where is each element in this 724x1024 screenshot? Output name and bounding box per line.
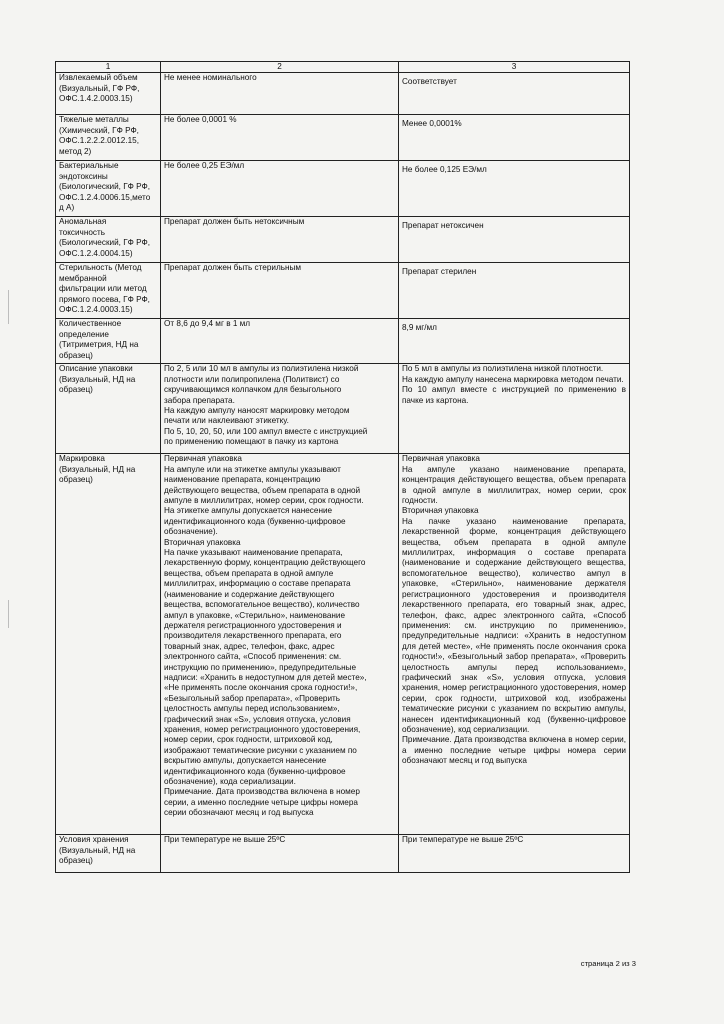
table-row xyxy=(56,835,630,873)
page-number: страница 2 из 3 xyxy=(580,959,636,968)
param-cell: Аномальная токсичность (Биологический, ГФ РФ, ОФС.1.2.4.0004.15) xyxy=(56,217,161,263)
scan-artifact-line xyxy=(8,290,9,324)
column-number-2: 2 xyxy=(161,62,399,73)
result-cell: Менее 0,0001% xyxy=(399,115,630,161)
result-cell: Не более 0,125 ЕЭ/мл xyxy=(399,161,630,217)
table-row xyxy=(56,263,630,319)
norm-cell: От 8,6 до 9,4 мг в 1 мл xyxy=(161,319,399,364)
param-cell: Количественное определение (Титриметрия, НД на образец) xyxy=(56,319,161,364)
table-row xyxy=(56,364,630,454)
scan-artifact-line xyxy=(8,600,9,628)
column-number-3: 3 xyxy=(399,62,630,73)
result-cell: Препарат нетоксичен xyxy=(399,217,630,263)
param-cell: Стерильность (Метод мембранной фильтрации или метод прямого посева, ГФ РФ, ОФС.1.2.4.0003.15) xyxy=(56,263,161,319)
result-cell: При температуре не выше 25ºС xyxy=(399,835,630,873)
param-cell: Описание упаковки (Визуальный, НД на образец) xyxy=(56,364,161,454)
column-number-1: 1 xyxy=(56,62,161,73)
norm-cell: Не менее номинального xyxy=(161,73,399,115)
table-row xyxy=(56,454,630,835)
table-header-row xyxy=(56,62,630,73)
param-cell: Маркировка (Визуальный, НД на образец) xyxy=(56,454,161,835)
result-cell: 8,9 мг/мл xyxy=(399,319,630,364)
result-cell: Соответствует xyxy=(399,73,630,115)
table-row xyxy=(56,319,630,364)
norm-cell: Препарат должен быть стерильным xyxy=(161,263,399,319)
param-cell: Тяжелые металлы (Химический, ГФ РФ, ОФС.1.2.2.2.0012.15, метод 2) xyxy=(56,115,161,161)
specification-table xyxy=(55,61,630,873)
table-row xyxy=(56,115,630,161)
param-cell: Условия хранения (Визуальный, НД на образец) xyxy=(56,835,161,873)
param-cell: Извлекаемый объем (Визуальный, ГФ РФ, ОФС.1.4.2.0003.15) xyxy=(56,73,161,115)
table-row xyxy=(56,217,630,263)
result-cell: По 5 мл в ампулы из полиэтилена низкой плотности. На каждую ампулу нанесена маркировка методом печати. По 10 ампул вместе с инструкцией по применению в пачке из картона. xyxy=(399,364,630,454)
table-row xyxy=(56,73,630,115)
norm-cell: Не более 0,25 ЕЭ/мл xyxy=(161,161,399,217)
table-row xyxy=(56,161,630,217)
param-cell: Бактериальные эндотоксины (Биологический, ГФ РФ, ОФС.1.2.4.0006.15,мето д А) xyxy=(56,161,161,217)
norm-cell: Препарат должен быть нетоксичным xyxy=(161,217,399,263)
norm-cell: По 2, 5 или 10 мл в ампулы из полиэтилена низкой плотности или полипропилена (Политвист) со скручивающимся колпачком для безыгольного забора препарата. На каждую ампулу наносят маркировку методом печати или наклеивают этикетку. По 5, 10, 20, 50, или 100 ампул вместе с инструкцией по применению помещают в пачку из картона xyxy=(161,364,399,454)
result-cell: Первичная упаковка На ампуле указано наименование препарата, концентрация действующего вещества, объем препарата в одной ампуле в миллилитрах, номер серии, срок годности. Вторичная упаковка На пачке указано наименование препарата, лекарственной форме, концентрация действующего вещества, объем препарата в одной ампуле миллилитрах, информация о составе препарата (наименование и содержание действующего вещества, вспомогательное вещество), количество ампул в упаковке, «Стерильно», наименование держателя регистрационного удостоверения и производителя лекарственного препарата, его товарный знак, адрес, телефон, факс, адрес электронного сайта, «Способ применения: см. инструкцию по применению», предупредительные надписи: «Хранить в недоступном для детей месте», «Не применять после окончания срока годности!», «Безыгольный забор препарата», «Проверить целостность ампулы перед использованием», графический знак «S», условия отпуска, условия хранения, номер регистрационного удостоверения, номер серии, срок годности, штриховой код, изображены тематические рисунки с указанием по вскрытию ампулы, нанесен идентификационный код (буквенно-цифровое обозначение), код сериализации. Примечание. Дата производства включена в номер серии, а именно последние четыре цифры номера серии обозначают месяц и год выпуска xyxy=(399,454,630,835)
norm-cell: Не более 0,0001 % xyxy=(161,115,399,161)
norm-cell: При температуре не выше 25ºС xyxy=(161,835,399,873)
result-cell: Препарат стерилен xyxy=(399,263,630,319)
norm-cell: Первичная упаковка На ампуле или на этикетке ампулы указывают наименование препарата, концентрацию действующего вещества, объем препарата в одной ампуле в миллилитрах, номер серии, срок годности. На этикетке ампулы допускается нанесение идентификационного кода (буквенно-цифровое обозначение). Вторичная упаковка На пачке указывают наименование препарата, лекарственную форму, концентрацию действующего вещества, объем препарата в одной ампуле миллилитрах, информацию о составе препарата (наименование и содержание действующего вещества, вспомогательное вещество), количество ампул в упаковке, «Стерильно», наименование держателя регистрационного удостоверения и производителя лекарственного препарата, его товарный знак, адрес, телефон, факс, адрес электронного сайта, «Способ применения: см. инструкцию по применению», предупредительные надписи: «Хранить в недоступном для детей месте», «Не применять после окончания срока годности!», «Безыгольный забор препарата», «Проверить целостность ампулы перед использованием», графический знак «S», условия отпуска, условия хранения, номер регистрационного удостоверения, номер серии, срок годности, штриховой код, изображают тематические рисунки с указанием по вскрытию ампулы, допускается нанесение идентификационного кода (буквенно-цифровое обозначение), кода сериализации. Примечание. Дата производства включена в номер серии, а именно последние четыре цифры номера серии обозначают месяц и год выпуска xyxy=(161,454,399,835)
